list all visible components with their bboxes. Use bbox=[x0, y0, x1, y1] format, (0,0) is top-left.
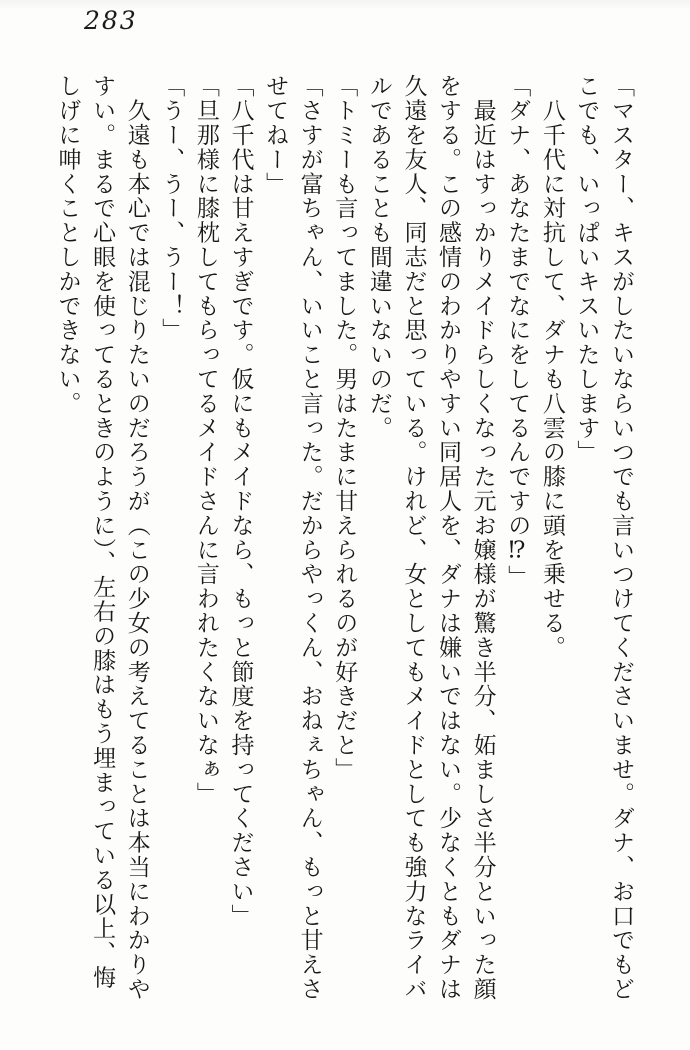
paragraph-narration-kuon-honne: 久遠も本心では混じりたいのだろうが（この少女の考えてることは本当にわかりやすい。まるで心眼を使ってるときのように）、左右の膝はもう埋まっている以上、悔しげに呻くことしかできない。 bbox=[54, 74, 150, 1002]
paragraph-dialogue-dana-what: 「ダナ、あなたまでなにをしてるんですの⁉」 bbox=[504, 74, 531, 590]
paragraph-dialogue-hizamakura: 「旦那様に膝枕してもらってるメイドさんに言われたくないなぁ」 bbox=[192, 74, 219, 806]
paragraph-narration-maid-rival: 最近はすっかりメイドらしくなった元お嬢様が驚き半分、妬ましさ半分といった顔をする。この感情のわかりやすい同居人を、ダナは嫌いではない。少なくともダナは久遠を友人、同志だと思っている。けれど、女としてもメイドとしても強力なライバルであることも間違いないのだ。 bbox=[365, 74, 496, 1002]
paragraph-dialogue-kuon-groan: 「うー、うー、うー！」 bbox=[158, 74, 185, 343]
paragraph-dialogue-master-kiss: 「マスター、キスがしたいならいつでも言いつけてくださいませ。ダナ、お口でもどこでも、いっぱいキスいたします」 bbox=[573, 74, 634, 1002]
paragraph-dialogue-tommy-said: 「トミーも言ってました。男はたまに甘えられるのが好きだと」 bbox=[331, 74, 358, 782]
page-number: 283 bbox=[84, 6, 138, 35]
paragraph-dialogue-yachiyo-amae: 「八千代は甘えすぎです。仮にもメイドなら、もっと節度を持ってください」 bbox=[227, 74, 254, 928]
paragraph-narration-yachiyo-rivalry: 八千代に対抗して、ダナも八雲の膝に頭を乗せる。 bbox=[538, 74, 565, 660]
paragraph-dialogue-sasuga-tomi: 「さすが富ちゃん、いいこと言った。だからやっくん、おねぇちゃん、もっと甘えさせてねー」 bbox=[262, 74, 323, 1002]
body-text bbox=[50, 74, 638, 1002]
